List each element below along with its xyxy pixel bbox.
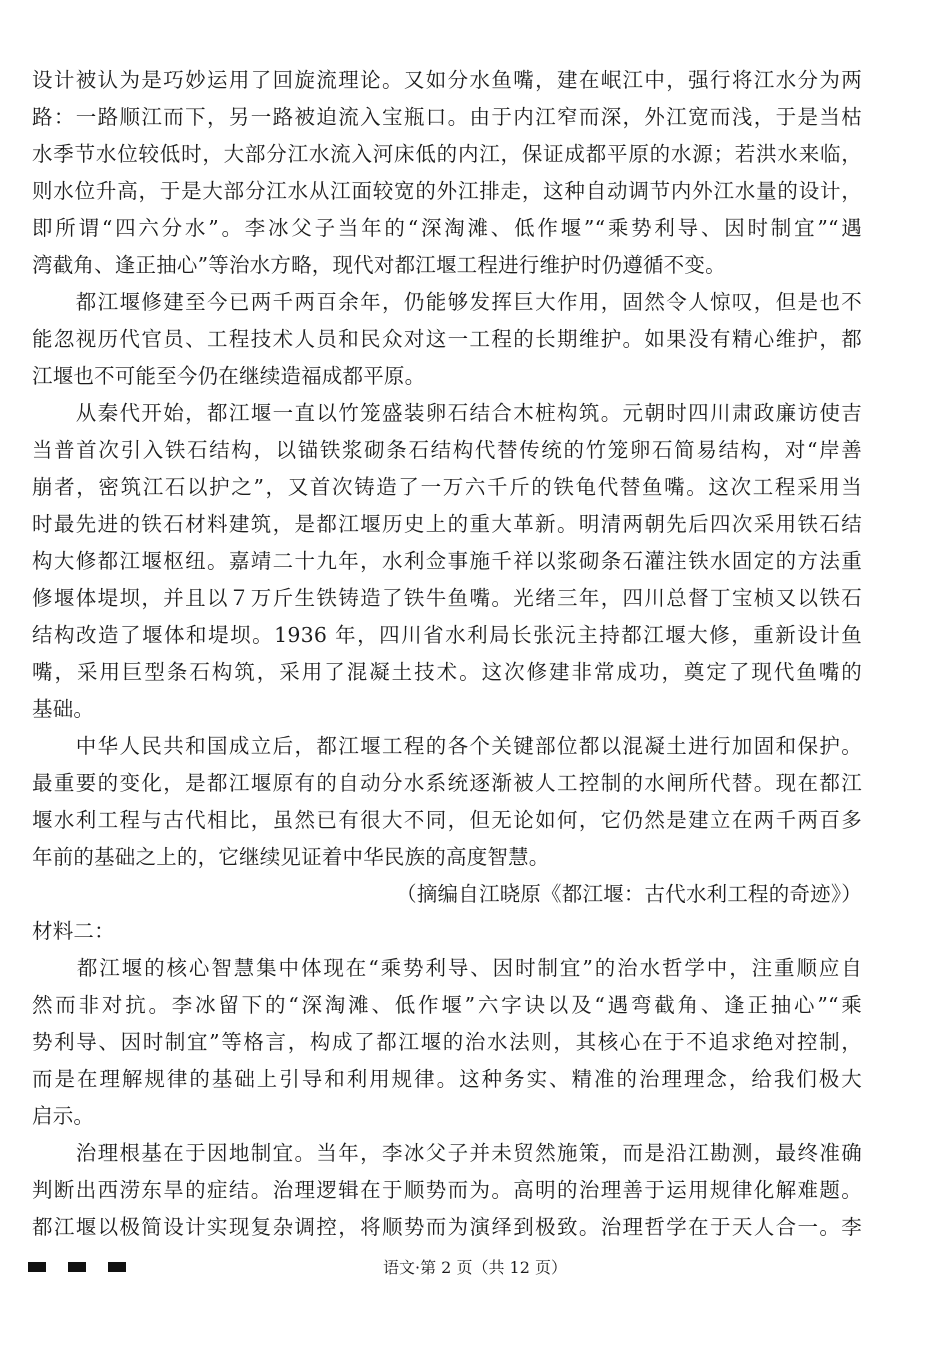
section-label: 材料二： (32, 919, 115, 943)
text-line: 修堰体堤坝，并且以７万斤生铁铸造了铁牛鱼嘴。光绪三年，四川总督丁宝桢又以铁石 (32, 586, 862, 610)
text-line: 即所谓“四六分水”。李冰父子当年的“深淘滩、低作堰”“乘势利导、因时制宜”“遇 (32, 216, 862, 240)
text-line: 势利导、因时制宜”等格言，构成了都江堰的治水法则，其核心在于不追求绝对控制， (32, 1030, 862, 1054)
text-line: 启示。 (32, 1104, 95, 1128)
text-line: 治理根基在于因地制宜。当年，李冰父子并未贸然施策，而是沿江勘测，最终准确 (32, 1141, 862, 1165)
text-line: 湾截角、逢正抽心”等治水方略，现代对都江堰工程进行维护时仍遵循不变。 (32, 253, 726, 277)
text-line: 结构改造了堰体和堤坝。1936 年，四川省水利局长张沅主持都江堰大修，重新设计鱼 (32, 623, 862, 647)
text-line: 崩者，密筑江石以护之”，又首次铸造了一万六千斤的铁龟代替鱼嘴。这次工程采用当 (32, 475, 862, 499)
text-line: 嘴，采用巨型条石构筑，采用了混凝土技术。这次修建非常成功，奠定了现代鱼嘴的 (32, 660, 862, 684)
text-line: 然而非对抗。李冰留下的“深淘滩、低作堰”六字诀以及“遇弯截角、逢正抽心”“乘 (32, 993, 862, 1017)
text-line: 都江堰以极简设计实现复杂调控，将顺势而为演绎到极致。治理哲学在于天人合一。李 (32, 1215, 862, 1239)
document-body (32, 62, 862, 1246)
text-line: 都江堰的核心智慧集中体现在“乘势利导、因时制宜”的治水哲学中，注重顺应自 (32, 956, 862, 980)
text-line: 从秦代开始，都江堰一直以竹笼盛装卵石结合木桩构筑。元朝时四川肃政廉访使吉 (32, 401, 862, 425)
text-line: 而是在理解规律的基础上引导和利用规律。这种务实、精准的治理理念，给我们极大 (32, 1067, 862, 1091)
text-line: 能忽视历代官员、工程技术人员和民众对这一工程的长期维护。如果没有精心维护，都 (32, 327, 862, 351)
text-line: 水季节水位较低时，大部分江水流入河床低的内江，保证成都平原的水源；若洪水来临， (32, 142, 862, 166)
page-number: 语文·第 2 页（共 12 页） (383, 1258, 567, 1277)
text-line: 时最先进的铁石材料建筑，是都江堰历史上的重大革新。明清两朝先后四次采用铁石结 (32, 512, 862, 536)
text-line: 基础。 (32, 697, 95, 721)
text-line: 构大修都江堰枢纽。嘉靖二十九年，水利佥事施千祥以浆砌条石灌注铁水固定的方法重 (32, 549, 862, 573)
text-line: 最重要的变化，是都江堰原有的自动分水系统逐渐被人工控制的水闸所代替。现在都江 (32, 771, 862, 795)
text-line: 都江堰修建至今已两千两百余年，仍能够发挥巨大作用，固然令人惊叹，但是也不 (32, 290, 862, 314)
text-line: 中华人民共和国成立后，都江堰工程的各个关键部位都以混凝土进行加固和保护。 (32, 734, 862, 758)
text-line: 路：一路顺江而下，另一路被迫流入宝瓶口。由于内江窄而深，外江宽而浅，于是当枯 (32, 105, 862, 129)
text-line: 堰水利工程与古代相比，虽然已有很大不同，但无论如何，它仍然是建立在两千两百多 (32, 808, 862, 832)
text-line: 则水位升高，于是大部分江水从江面较宽的外江排走，这种自动调节内外江水量的设计， (32, 179, 862, 203)
text-line: 设计被认为是巧妙运用了回旋流理论。又如分水鱼嘴，建在岷江中，强行将江水分为两 (32, 68, 862, 92)
text-line: 判断出西涝东旱的症结。治理逻辑在于顺势而为。高明的治理善于运用规律化解难题。 (32, 1178, 862, 1202)
text-line: 年前的基础之上的，它继续见证着中华民族的高度智慧。 (32, 845, 550, 869)
source-citation: （摘编自江晓原《都江堰：古代水利工程的奇迹》） (396, 882, 862, 906)
text-line: 江堰也不可能至今仍在继续造福成都平原。 (32, 364, 426, 388)
text-line: 当普首次引入铁石结构，以锚铁浆砌条石结构代替传统的竹笼卵石简易结构，对“岸善 (32, 438, 862, 462)
